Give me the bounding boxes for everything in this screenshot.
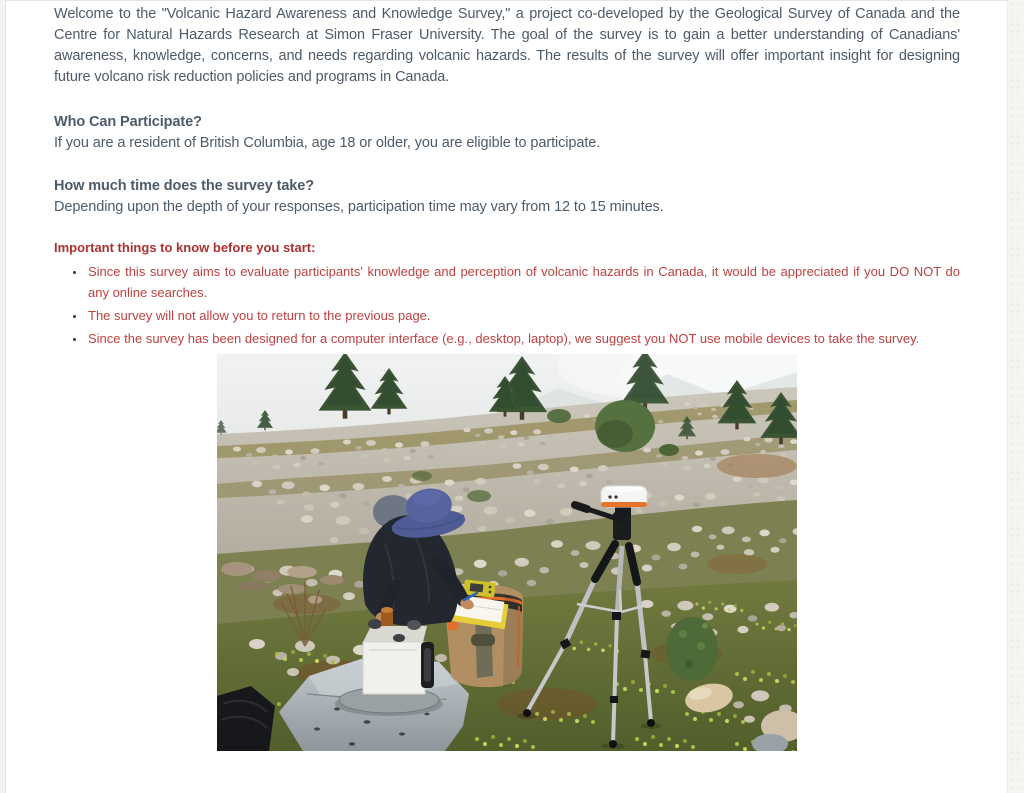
note-item: • Since the survey has been designed for a computer interface (e.g., desktop, laptop), we suggest you NOT use mobile devices to take the survey. (86, 328, 960, 349)
survey-card (5, 0, 1008, 793)
important-notes-list (54, 261, 960, 349)
survey-content (6, 1, 1007, 751)
page-background-strip (1008, 0, 1024, 793)
note-item: • The survey will not allow you to return to the previous page. (86, 305, 960, 326)
section-body-time: Depending upon the depth of your responses, participation time may vary from 12 to 15 minutes. (54, 199, 664, 215)
section-heading-time: How much time does the survey take? (54, 178, 314, 194)
section-heading-participate: Who Can Participate? (54, 114, 202, 130)
important-notes-heading: Important things to know before you start: (54, 240, 316, 255)
section-body-participate: If you are a resident of British Columbia, age 18 or older, you are eligible to participate. (54, 135, 601, 151)
note-item: • Since this survey aims to evaluate participants' knowledge and perception of volcanic hazards in Canada, it would be appreciated if you DO NOT do any online searches. (86, 261, 960, 303)
field-survey-photo (217, 354, 797, 751)
intro-paragraph: Welcome to the "Volcanic Hazard Awareness and Knowledge Survey," a project co-developed by the Geological Survey of Canada and the Centre for Natural Hazards Research at Simon Fraser University. The goal of the survey is to gain a better understanding of Canadians' awareness, knowledge, concerns, and needs regarding volcanic hazards. The results of the survey will offer important insight for designing future volcano risk reduction policies and programs in Canada. (54, 6, 960, 85)
shrub (666, 617, 718, 681)
field-photo-illustration (217, 354, 797, 751)
